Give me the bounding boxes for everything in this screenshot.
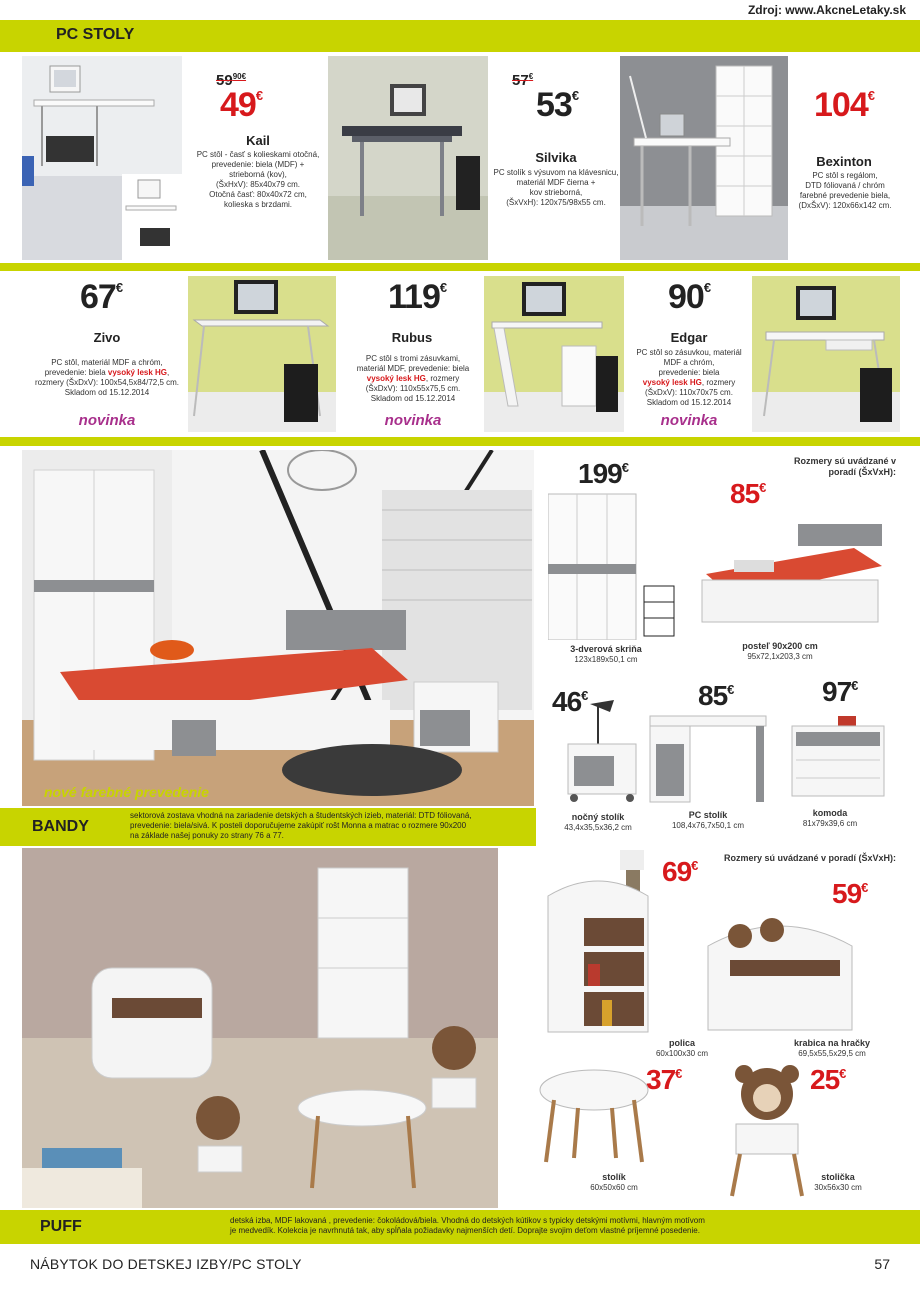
kail-old-price: $59^{90€}$ <box>216 72 247 89</box>
bed-caption: posteľ 90x200 cm 95x72,1x203,3 cm <box>742 641 818 661</box>
komoda-caption: komoda 81x79x39,6 cm <box>802 808 858 828</box>
silvika-desc: PC stolík s výsuvom na klávesnicu, materiál MDF čierna + kov strieborná, (ŠxVxH): 120x75/98x55 cm. <box>493 168 619 207</box>
zivo-desc: PC stôl, materiál MDF a chróm, prevedenie: biela vysoký lesk HG, rozmery (ŠxDxV): 100x54,5x84/72,5 cm. Skladom od 15.12.2014 <box>34 358 180 397</box>
stolicka-price: 25€ <box>810 1064 846 1095</box>
krabica-price: 59€ <box>832 878 868 909</box>
rubus-novinka: novinka <box>384 412 442 429</box>
pcdesk-caption: PC stolík 108,4x76,7x50,1 cm <box>671 810 745 830</box>
stolik-image <box>536 1066 652 1166</box>
polica-price: 69€ <box>662 856 698 887</box>
bexinton-desc: PC stôl s regálom, DTD fóliovaná / chróm farebné prevedenie biela, (DxŠxV): 120x66x142 cm. <box>798 171 892 210</box>
wardrobe-image <box>548 490 678 640</box>
divider-band-1 <box>0 263 920 271</box>
bed-price: 85€ <box>730 478 766 509</box>
rubus-name: Rubus <box>391 330 433 345</box>
bandy-photo <box>22 450 534 806</box>
stolik-price: 37€ <box>646 1064 682 1095</box>
puff-note: Rozmery sú uvádzané v poradí (ŠxVxH): <box>723 853 896 863</box>
row-top <box>22 56 900 260</box>
nightstand-image <box>564 700 644 804</box>
edgar-novinka: novinka <box>660 412 718 429</box>
rubus-photo <box>484 276 624 432</box>
bandy-title: BANDY <box>32 818 89 835</box>
zivo-photo <box>188 276 336 432</box>
puff-photo <box>22 848 498 1208</box>
nightstand-caption: nočný stolík 43,4x35,5x36,2 cm <box>564 812 632 832</box>
source-label: Zdroj: www.AkcneLetaky.sk <box>747 3 906 17</box>
zivo-novinka: novinka <box>78 412 136 429</box>
kail-desc: PC stôl - časť s kolieskami otočná, prevedenie: biela (MDF) + strieborná (kov), (ŠxHxV): 85x40x79 cm. Otočná časť: 80x40x72 cm, kolieska s brzdami. <box>196 150 320 209</box>
nightstand-price: 46€ <box>552 686 588 717</box>
silvika-photo <box>328 56 488 260</box>
zivo-price: 67€ <box>80 278 123 316</box>
wardrobe-caption: 3-dverová skriňa 123x189x50,1 cm <box>570 644 642 664</box>
puff-title: PUFF <box>40 1218 82 1235</box>
footer-title: NÁBYTOK DO DETSKEJ IZBY/PC STOLY <box>30 1256 302 1272</box>
bandy-banner: nové farebné prevedenie <box>44 784 209 800</box>
stolicka-caption: stolička 30x56x30 cm <box>814 1172 862 1192</box>
header-bar <box>0 20 920 52</box>
edgar-name: Edgar <box>670 330 708 345</box>
page-number: 57 <box>874 1256 890 1272</box>
bed-image <box>694 520 886 630</box>
puff-desc: detská izba, MDF lakovaná , prevedenie: čokoládová/biela. Vhodná do detských kútikov s typicky detskými motívmi, hlavným motívom je medvedík. Kolekcia je navrhnutá tak, aby spĺňala požiadavky najmenších detí. Doprajte svojim deťom vlastné príjemné posedenie. <box>230 1216 705 1235</box>
komoda-price: 97€ <box>822 676 858 707</box>
kail-price: 49€ <box>220 86 263 124</box>
wardrobe-price: 199€ <box>578 458 628 489</box>
edgar-desc: PC stôl so zásuvkou, materiál MDF a chróm, prevedenie: biela vysoký lesk HG, rozmery (ŠxDxV): 110x70x75 cm. Skladom od 15.12.2014 <box>636 348 742 407</box>
bexinton-name: Bexinton <box>816 154 872 169</box>
rubus-price: 119€ <box>388 278 447 316</box>
row-mid <box>22 272 900 436</box>
bexinton-photo <box>620 56 788 260</box>
silvika-old-price: 57€ <box>512 72 534 89</box>
bexinton-price: 104€ <box>814 86 874 124</box>
polica-image <box>544 848 654 1038</box>
edgar-photo <box>752 276 900 432</box>
bandy-note: Rozmery sú uvádzané v poradí (ŠxVxH): <box>793 456 896 477</box>
rubus-desc: PC stôl s tromi zásuvkami, materiál MDF, prevedenie: biela vysoký lesk HG, rozmery (ŠxDxV): 110x55x75,5 cm. Skladom od 15.12.2014 <box>356 354 470 403</box>
bandy-desc: sektorová zostava vhodná na zariadenie detských a študentských izieb, materiál: DTD fóliovaná, prevedenie: biela/sivá. K posteli doporučujeme zakúpiť rošt Monna a matrac o rozmere 90x200 na základe našej ponuky zo strany 76 a 77. <box>130 811 472 840</box>
pcdesk-image <box>648 714 770 806</box>
edgar-price: 90€ <box>668 278 711 316</box>
kail-photo <box>22 56 182 260</box>
polica-caption: polica 60x100x30 cm <box>655 1038 709 1058</box>
silvika-price: 53€ <box>536 86 579 124</box>
divider-band-2 <box>0 437 920 446</box>
stolik-caption: stolík 60x50x60 cm <box>590 1172 638 1192</box>
krabica-image <box>700 906 860 1036</box>
pcdesk-price: 85€ <box>698 680 734 711</box>
krabica-caption: krabica na hračky 69,5x55,5x29,5 cm <box>793 1038 871 1058</box>
zivo-name: Zivo <box>93 330 121 345</box>
silvika-name: Silvika <box>535 150 577 165</box>
kail-name: Kail <box>246 133 270 148</box>
section-title-pc-stoly: PC STOLY <box>56 26 135 43</box>
komoda-image <box>790 716 886 800</box>
